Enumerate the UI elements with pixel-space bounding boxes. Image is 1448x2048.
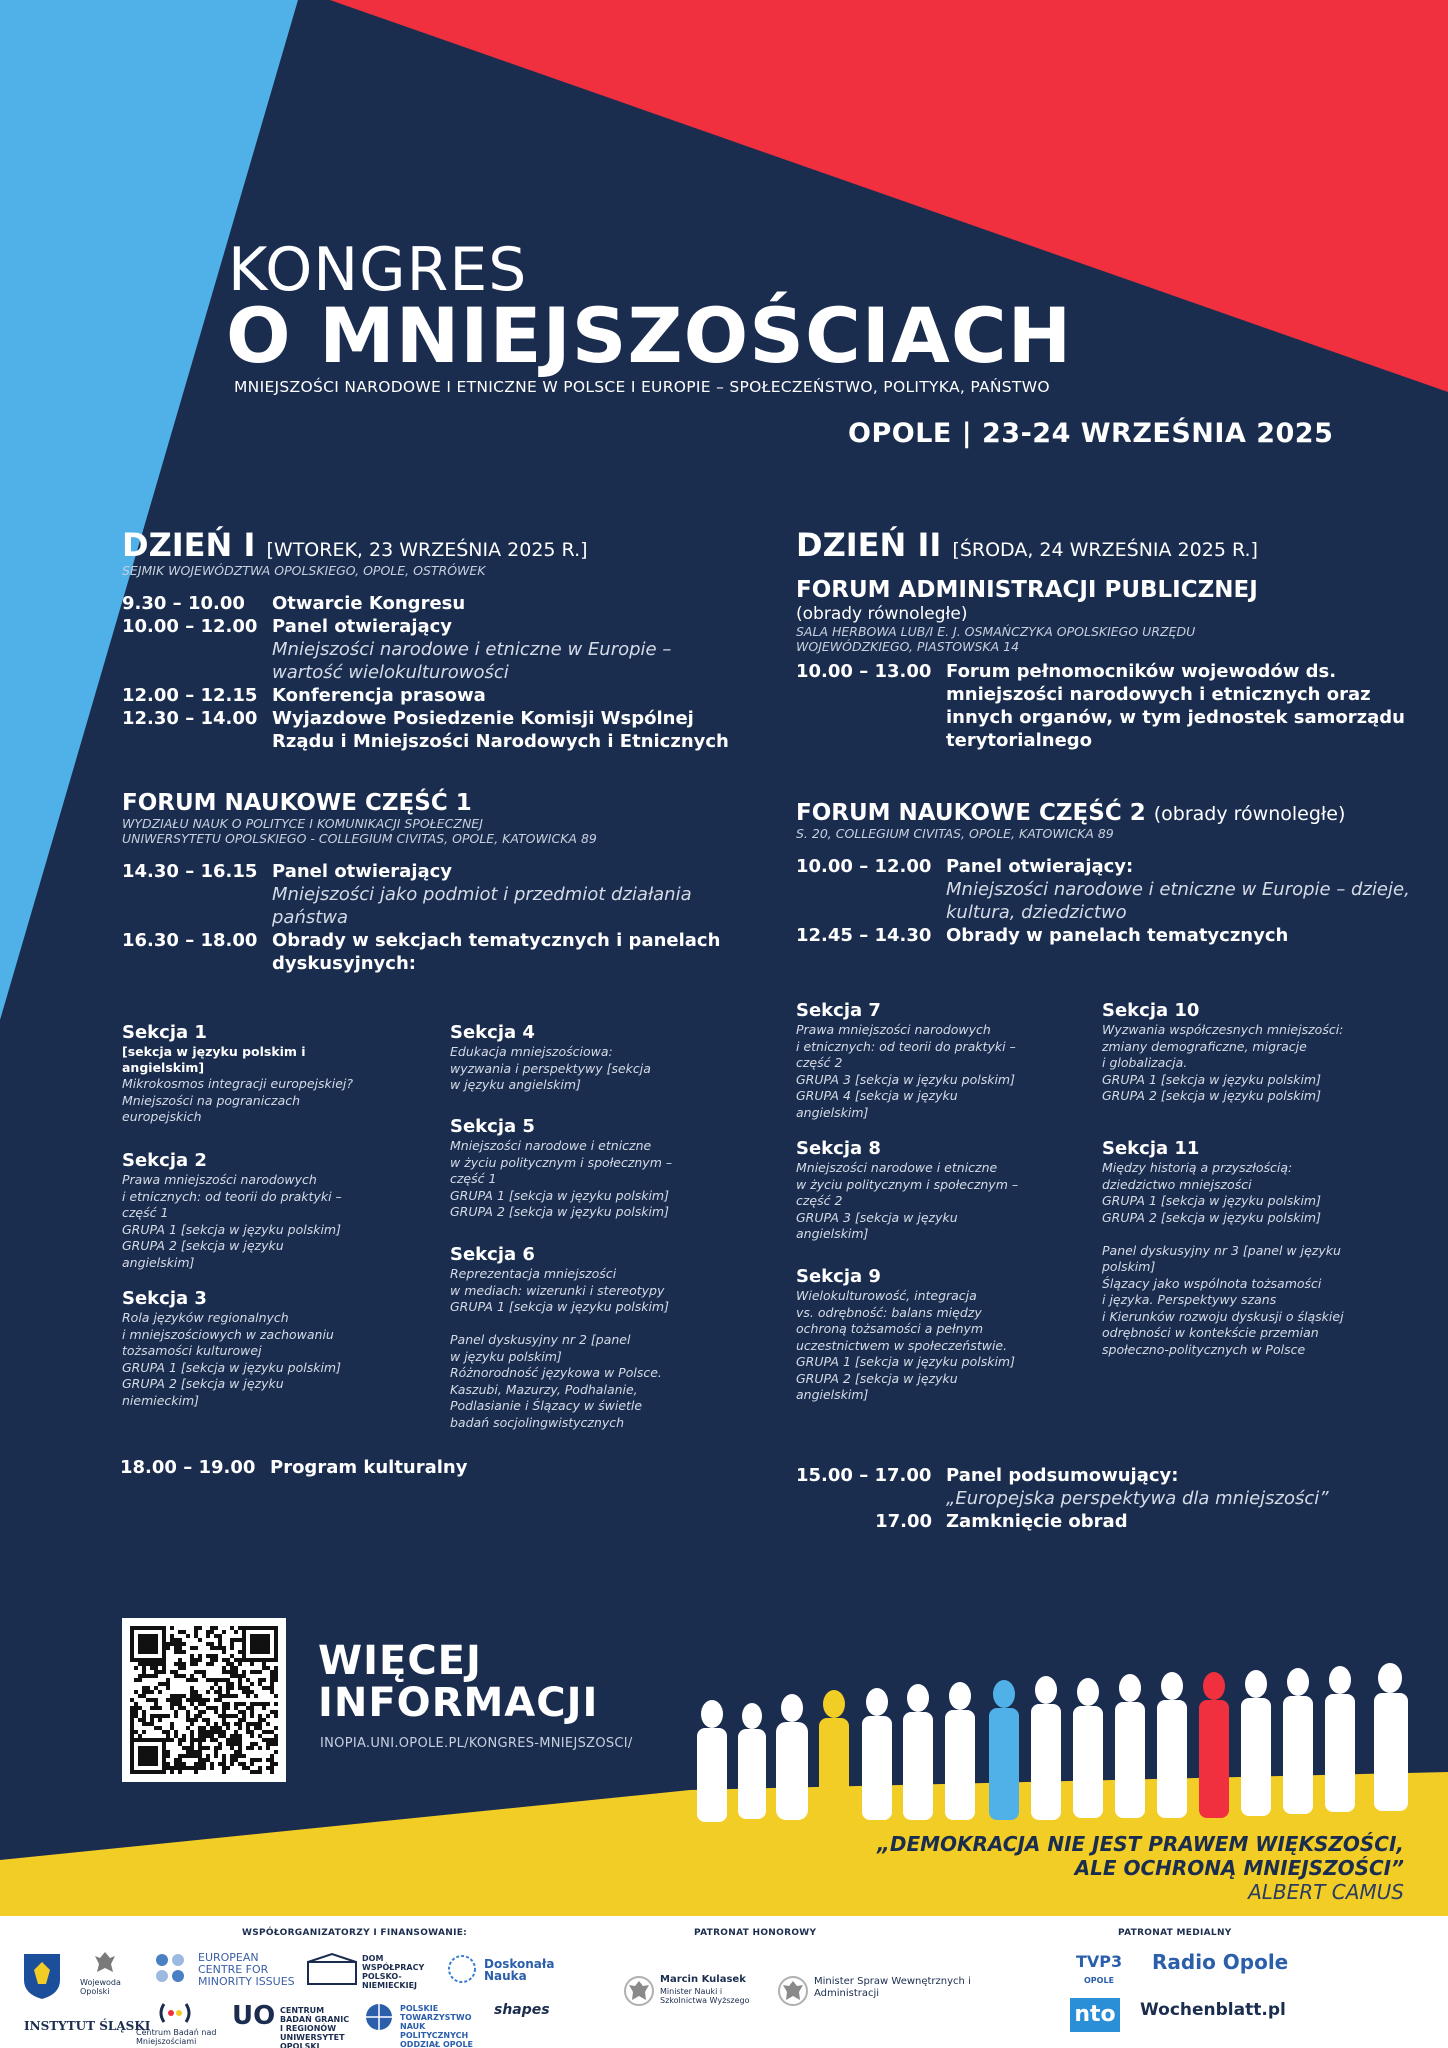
schedule-row <box>122 615 742 684</box>
day2-forum <box>796 800 1416 947</box>
schedule-event: Zamknięcie obrad <box>946 1511 1128 1532</box>
schedule-event-wrap <box>946 660 1416 752</box>
schedule-row <box>122 684 742 707</box>
schedule-event-wrap <box>272 707 742 753</box>
kulasek-role: Minister Nauki i Szkolnictwa Wyższego <box>660 1987 750 2005</box>
schedule-event-wrap <box>272 615 742 684</box>
day1-forum <box>122 790 742 975</box>
schedule-time: 12.45 – 14.30 <box>796 925 932 947</box>
uo-logo: CENTRUM BADAŃ GRANIC I REGIONÓW UNIWERSYTET OPOLSKI <box>280 2006 350 2048</box>
section-title: Sekcja 3 <box>122 1288 207 1309</box>
day1-sections <box>122 1022 742 1442</box>
day1-heading <box>122 528 742 563</box>
schedule-event: Program kulturalny <box>270 1457 468 1478</box>
radio-opole-logo: Radio Opole <box>1152 1950 1289 1974</box>
forum-admin-sub: (obrady równoległe) <box>796 603 968 624</box>
schedule-time: 9.30 – 10.00 <box>122 593 245 615</box>
day1-venue: SEJMIK WOJEWÓDZTWA OPOLSKIEGO, OPOLE, OSTRÓWEK <box>122 563 486 579</box>
day2-title: DZIEŃ II <box>796 526 942 564</box>
ptnp-globe-icon <box>364 2002 394 2032</box>
section-body: Reprezentacja mniejszości w mediach: wizerunki i stereotypy GRUPA 1 [sekcja w języku polskim] Panel dyskusyjny nr 2 [panel w języku polskim] Różnorodność językowa w Polsce. Kaszubi, Mazurzy, Podhalanie, Podlasianie i Ślązacy w świetle badań socjolingwistycznych <box>450 1266 669 1430</box>
section-7 <box>796 1000 1051 1121</box>
schedule-row <box>796 1510 1416 1533</box>
section-title: Sekcja 7 <box>796 1000 881 1021</box>
section-body: Rola języków regionalnych i mniejszościowych w zachowaniu tożsamości kulturowej GRUPA 1 [sekcja w języku polskim] GRUPA 2 [sekcja w języku niemieckim] <box>122 1310 341 1408</box>
day1-final <box>120 1456 720 1479</box>
schedule-row <box>120 1456 720 1479</box>
subtitle: MNIEJSZOŚCI NARODOWE I ETNICZNE W POLSCE I EUROPIE – SPOŁECZEŃSTWO, POLITYKA, PAŃSTWO <box>234 378 1050 396</box>
schedule-time: 15.00 – 17.00 <box>796 1465 932 1486</box>
schedule-event-wrap <box>272 929 742 975</box>
section-5 <box>450 1116 705 1221</box>
schedule-event: Forum pełnomocników wojewodów ds. mniejszości narodowych i etnicznych oraz innych organów, w tym jednostek samorządu terytorialnego <box>946 661 1405 752</box>
schedule-time: 10.00 – 13.00 <box>796 661 932 683</box>
schedule-time: 18.00 – 19.00 <box>120 1457 256 1478</box>
qr-code-pattern <box>122 1618 286 1782</box>
more-info-url[interactable]: INOPIA.UNI.OPOLE.PL/KONGRES-MNIEJSZOSCI/ <box>320 1736 633 1751</box>
quote-author: ALBERT CAMUS <box>1248 1880 1404 1904</box>
day1-date: [WTOREK, 23 WRZEŚNIA 2025 R.] <box>266 539 588 561</box>
footer-logos <box>0 1916 1448 2048</box>
section-body: Mniejszości narodowe i etniczne w życiu politycznym i społecznym – część 2 GRUPA 3 [sekcja w języku angielskim] <box>796 1160 1019 1241</box>
day2-admin-schedule <box>796 660 1416 752</box>
media-heading: PATRONAT MEDIALNY <box>1118 1928 1232 1938</box>
schedule-desc: Mniejszości jako podmiot i przedmiot działania państwa <box>272 884 692 929</box>
wochenblatt-logo: Wochenblatt.pl <box>1140 2000 1286 2020</box>
uo-mark: UO <box>232 2001 276 2031</box>
mswia-eagle-icon <box>778 1974 808 2008</box>
doskonala-logo: Doskonała Nauka <box>484 1957 555 1983</box>
schedule-event: Obrady w panelach tematycznych <box>946 925 1289 947</box>
day1-title: DZIEŃ I <box>122 526 256 564</box>
day1-forum-venue-2: UNIWERSYTETU OPOLSKIEGO - COLLEGIUM CIVITAS, OPOLE, KATOWICKA 89 <box>122 831 597 847</box>
co-organizers-heading: WSPÓŁORGANIZATORZY I FINANSOWANIE: <box>242 1928 468 1938</box>
tvp3-logo: TVP3 <box>1076 1952 1123 1971</box>
kulasek-name: Marcin Kulasek <box>660 1974 746 1985</box>
section-title: Sekcja 9 <box>796 1266 881 1287</box>
section-6 <box>450 1244 705 1431</box>
schedule-row <box>122 592 742 615</box>
section-2 <box>122 1150 377 1271</box>
schedule-time: 16.30 – 18.00 <box>122 930 258 952</box>
qr-code[interactable] <box>122 1618 286 1782</box>
section-11 <box>1102 1138 1392 1358</box>
title-line-1: KONGRES <box>228 235 528 305</box>
quote-line-1: „DEMOKRACJA NIE JEST PRAWEM WIĘKSZOŚCI, <box>876 1832 1404 1856</box>
cbm-dots-icon <box>158 2000 192 2026</box>
day1-column <box>122 528 742 753</box>
instytut-logo: INSTYTUT ŚLĄSKI <box>24 2019 151 2033</box>
section-title: Sekcja 2 <box>122 1150 207 1171</box>
day2-forum-venue: S. 20, COLLEGIUM CIVITAS, OPOLE, KATOWICKA 89 <box>796 826 1114 842</box>
forum-admin-title: FORUM ADMINISTRACJI PUBLICZNEJ <box>796 577 1258 604</box>
schedule-time: 12.00 – 12.15 <box>122 685 258 707</box>
ecmi-logo: EUROPEAN CENTRE FOR MINORITY ISSUES <box>198 1951 295 1988</box>
section-title: Sekcja 1 <box>122 1022 207 1043</box>
section-title: Sekcja 6 <box>450 1244 535 1265</box>
day2-sections <box>796 1000 1416 1430</box>
section-body: Wyzwania współczesnych mniejszości: zmiany demograficzne, migracje i globalizacja. GRUPA 1 [sekcja w języku polskim] GRUPA 2 [sekcja w języku polskim] <box>1102 1022 1344 1103</box>
section-10 <box>1102 1000 1392 1105</box>
forum-admin-venue-1: SALA HERBOWA LUB/I E. J. OSMAŃCZYKA OPOLSKIEGO URZĘDU <box>796 624 1196 640</box>
more-info-line-2: INFORMACJI <box>318 1680 599 1726</box>
day2-forum-title: FORUM NAUKOWE CZĘŚĆ 2 <box>796 800 1146 826</box>
section-body: Prawa mniejszości narodowych i etnicznych: od teorii do praktyki – część 2 GRUPA 3 [sekcja w języku polskim] GRUPA 4 [sekcja w języku angielskim] <box>796 1022 1016 1120</box>
section-4 <box>450 1022 705 1094</box>
more-info-heading <box>318 1640 598 1724</box>
section-body: Wielokulturowość, integracja vs. odrębność: balans między ochroną tożsamości a pełnym uczestnictwem w społeczeństwie. GRUPA 1 [sekcja w języku polskim] GRUPA 2 [sekcja w języku angielskim] <box>796 1288 1015 1402</box>
section-note: [sekcja w języku polskim i angielskim] <box>122 1044 306 1075</box>
forum-admin-venue-2: WOJEWÓDZKIEGO, PIASTOWSKA 14 <box>796 639 1020 655</box>
schedule-event-wrap <box>946 855 1416 924</box>
honorary-heading: PATRONAT HONOROWY <box>694 1928 817 1938</box>
shapes-logo: shapes <box>494 2002 550 2018</box>
globe-dots-icon <box>444 1954 480 1984</box>
schedule-time: 14.30 – 16.15 <box>122 861 258 883</box>
mnisw-eagle-icon <box>624 1974 654 2008</box>
opolskie-crest-icon <box>22 1952 62 2000</box>
place-date: OPOLE | 23-24 WRZEŚNIA 2025 <box>848 418 1334 449</box>
day2-date: [ŚRODA, 24 WRZEŚNIA 2025 R.] <box>952 539 1258 561</box>
day2-forum-paren: (obrady równoległe) <box>1153 803 1346 825</box>
section-title: Sekcja 10 <box>1102 1000 1200 1021</box>
day2-final <box>796 1464 1416 1533</box>
section-3 <box>122 1288 377 1409</box>
schedule-event: Panel otwierający <box>272 861 453 883</box>
schedule-desc: Mniejszości narodowe i etniczne w Europie – wartość wielokulturowości <box>272 639 672 684</box>
section-1 <box>122 1022 377 1126</box>
section-body: Mikrokosmos integracji europejskiej? Mniejszości na pograniczach europejskich <box>122 1076 354 1124</box>
tvp3-sub: OPOLE <box>1084 1976 1115 1985</box>
day2-heading <box>796 528 1416 563</box>
schedule-desc: „Europejska perspektywa dla mniejszości” <box>946 1488 1329 1509</box>
schedule-row <box>122 860 742 929</box>
day2-column <box>796 528 1416 752</box>
title-line-2: O MNIEJSZOŚCIACH <box>226 291 1073 380</box>
schedule-time: 17.00 <box>875 1511 932 1532</box>
day2-forum-heading <box>796 800 1416 826</box>
building-icon <box>306 1952 358 1986</box>
quote-line-2: ALE OCHRONĄ MNIEJSZOŚCI” <box>1074 1856 1404 1880</box>
more-info-line-1: WIĘCEJ <box>318 1638 482 1684</box>
wojewoda-logo: Wojewoda Opolski <box>80 1978 121 1996</box>
schedule-row <box>796 660 1416 752</box>
section-body: Mniejszości narodowe i etniczne w życiu politycznym i społecznym – część 1 GRUPA 1 [sekcja w języku polskim] GRUPA 2 [sekcja w języku polskim] <box>450 1138 673 1219</box>
day1-forum-schedule <box>122 860 742 975</box>
schedule-row <box>796 855 1416 924</box>
schedule-row <box>796 924 1416 947</box>
schedule-time: 12.30 – 14.00 <box>122 708 258 730</box>
section-9 <box>796 1266 1051 1404</box>
schedule-event: Wyjazdowe Posiedzenie Komisji Wspólnej Rządu i Mniejszości Narodowych i Etnicznych <box>272 708 729 753</box>
nto-logo: nto <box>1070 1998 1120 2032</box>
section-body: Edukacja mniejszościowa: wyzwania i perspektywy [sekcja w języku angielskim] <box>450 1044 651 1092</box>
schedule-event-wrap <box>946 924 1416 947</box>
ptnp-logo: POLSKIE TOWARZYSTWO NAUK POLITYCZNYCH ODDZIAŁ OPOLE <box>400 2004 473 2048</box>
eagle-icon <box>94 1950 116 1976</box>
schedule-time: 10.00 – 12.00 <box>796 856 932 878</box>
schedule-event: Konferencja prasowa <box>272 685 486 707</box>
section-title: Sekcja 4 <box>450 1022 535 1043</box>
day1-schedule <box>122 592 742 753</box>
schedule-event: Panel podsumowujący: <box>946 1465 1179 1486</box>
section-title: Sekcja 5 <box>450 1116 535 1137</box>
schedule-row <box>796 1464 1416 1510</box>
schedule-event: Obrady w sekcjach tematycznych i panelach dyskusyjnych: <box>272 930 721 975</box>
schedule-event-wrap <box>272 592 742 615</box>
day1-forum-venue-1: WYDZIAŁU NAUK O POLITYCE I KOMUNIKACJI SPOŁECZNEJ <box>122 816 483 832</box>
schedule-event: Panel otwierający: <box>946 856 1134 878</box>
schedule-event: Otwarcie Kongresu <box>272 593 466 615</box>
section-8 <box>796 1138 1051 1243</box>
schedule-row <box>122 929 742 975</box>
ecmi-dots-icon <box>154 1952 194 1992</box>
dom-logo: DOM WSPÓŁPRACY POLSKO-NIEMIECKIEJ <box>362 1954 425 1990</box>
section-body: Prawa mniejszości narodowych i etnicznych: od teorii do praktyki – część 1 GRUPA 1 [sekcja w języku polskim] GRUPA 2 [sekcja w języku angielskim] <box>122 1172 342 1270</box>
quote <box>877 1832 1404 1904</box>
cbm-logo: Centrum Badań nad Mniejszościami <box>136 2028 217 2046</box>
section-body: Między historią a przyszłością: dziedzictwo mniejszości GRUPA 1 [sekcja w języku polskim] GRUPA 2 [sekcja w języku polskim] Panel dyskusyjny nr 3 [panel w języku polskim] Ślązacy jako wspólnota tożsamości i języka. Perspektywy szans i Kierunków rozwoju dyskusji o śląskiej odrębności w kontekście przemian społeczno-politycznych w Polsce <box>1102 1160 1344 1357</box>
schedule-desc: Mniejszości narodowe i etniczne w Europie – dzieje, kultura, dziedzictwo <box>946 879 1410 924</box>
schedule-event-wrap <box>272 860 742 929</box>
day1-forum-title: FORUM NAUKOWE CZĘŚĆ 1 <box>122 790 472 816</box>
day2-forum-schedule <box>796 855 1416 947</box>
section-title: Sekcja 11 <box>1102 1138 1200 1159</box>
schedule-time: 10.00 – 12.00 <box>122 616 258 638</box>
schedule-event: Panel otwierający <box>272 616 453 638</box>
schedule-event-wrap <box>272 684 742 707</box>
schedule-row <box>122 707 742 753</box>
mswia-logo: Minister Spraw Wewnętrznych i Administracji <box>814 1976 971 1999</box>
section-title: Sekcja 8 <box>796 1138 881 1159</box>
